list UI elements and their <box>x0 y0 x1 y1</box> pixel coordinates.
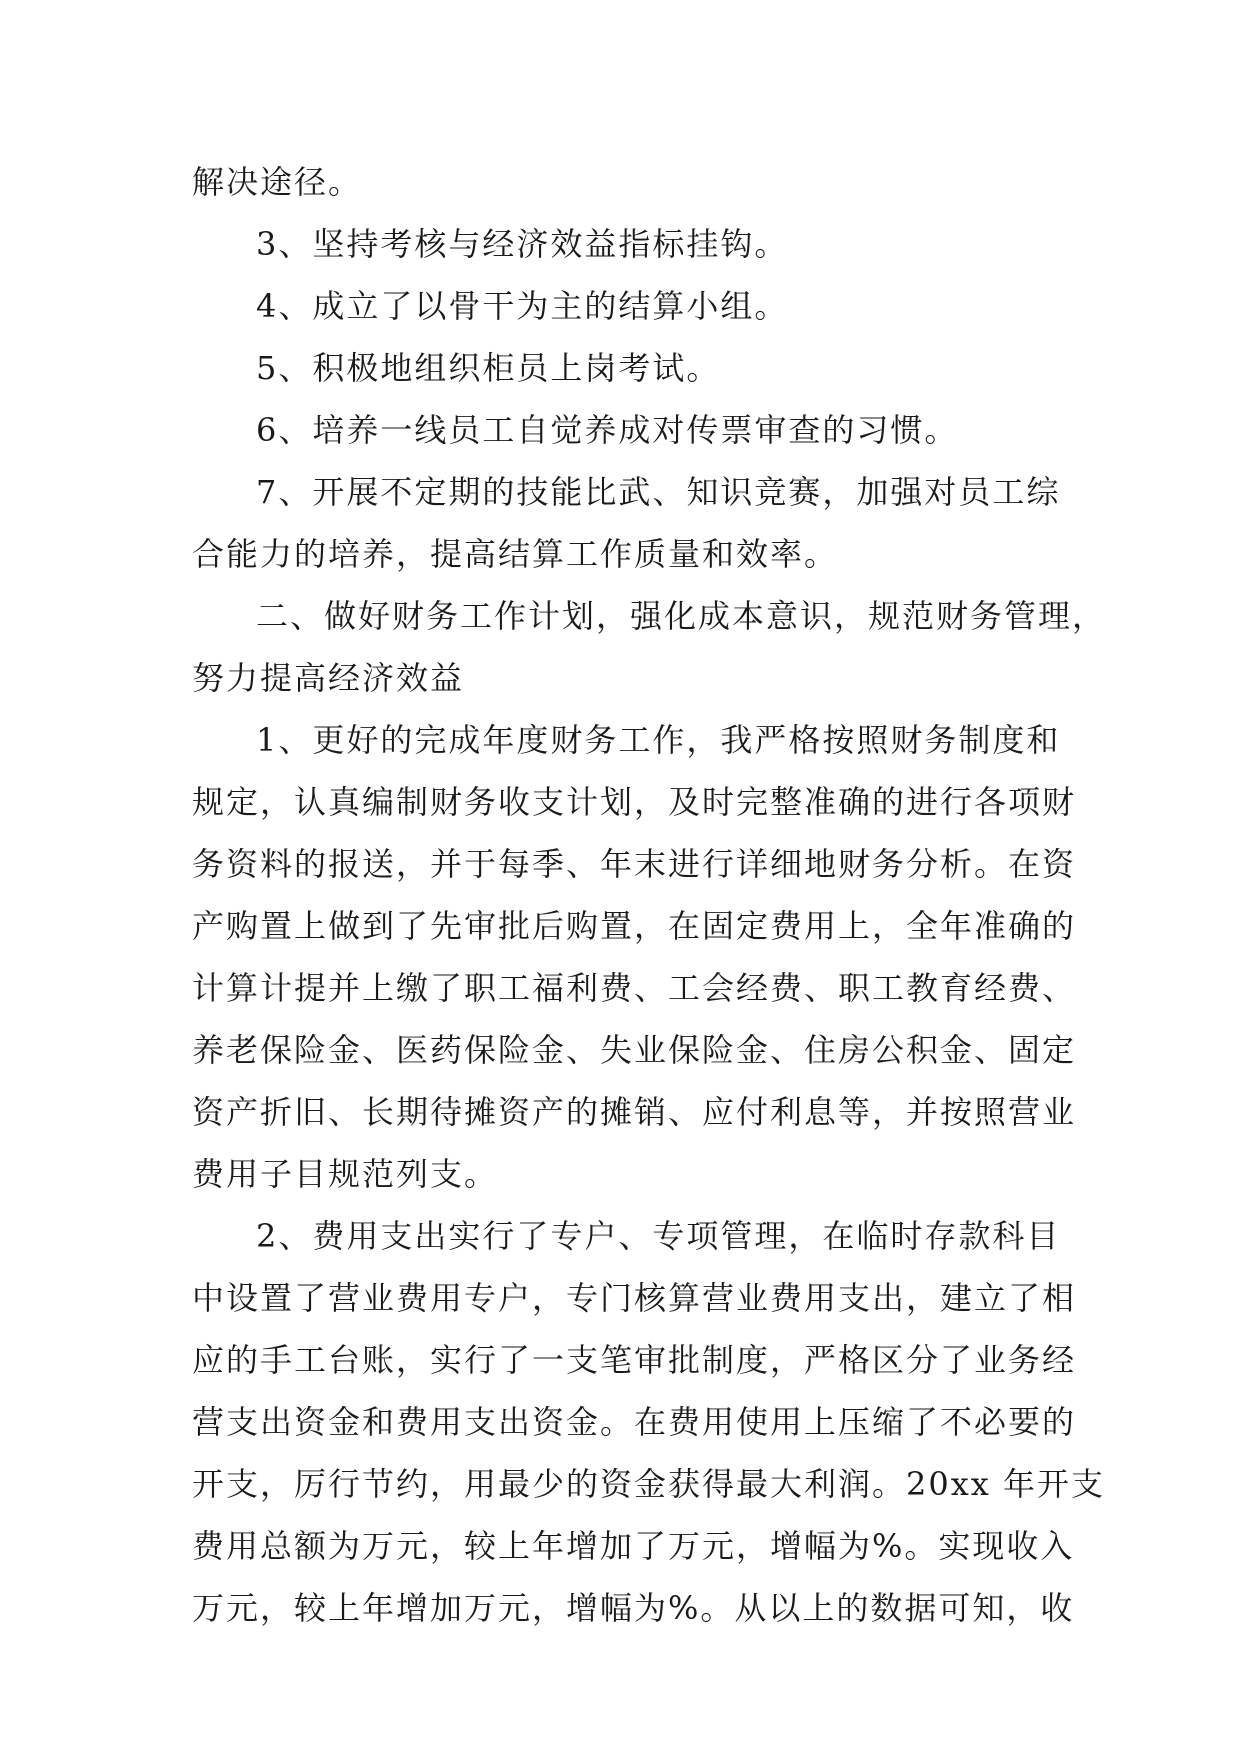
text-line: 应的手工台账，实行了一支笔审批制度，严格区分了业务经 <box>192 1341 1077 1379</box>
list-item-7: 7、开展不定期的技能比武、知识竞赛，加强对员工综 <box>256 473 1061 511</box>
text-line: 费用子目规范列支。 <box>192 1155 499 1193</box>
list-item-3: 3、坚持考核与经济效益指标挂钩。 <box>256 225 789 263</box>
text-line: 万元，较上年增加万元，增幅为%。从以上的数据可知，收 <box>192 1589 1075 1627</box>
text-line: 费用总额为万元，较上年增加了万元，增幅为%。实现收入 <box>192 1527 1075 1565</box>
text-line: 中设置了营业费用专户，专门核算营业费用支出，建立了相 <box>192 1279 1077 1317</box>
text-line: 营支出资金和费用支出资金。在费用使用上压缩了不必要的 <box>192 1403 1077 1441</box>
text-line: 养老保险金、医药保险金、失业保险金、住房公积金、固定 <box>192 1031 1077 1069</box>
text-line: 资产折旧、长期待摊资产的摊销、应付利息等，并按照营业 <box>192 1093 1077 1131</box>
text-line: 务资料的报送，并于每季、年末进行详细地财务分析。在资 <box>192 845 1077 883</box>
text-line: 解决途径。 <box>192 163 363 201</box>
text-line: 合能力的培养，提高结算工作质量和效率。 <box>192 535 839 573</box>
text-line: 产购置上做到了先审批后购置，在固定费用上，全年准确的 <box>192 907 1077 945</box>
list-item-4: 4、成立了以骨干为主的结算小组。 <box>256 287 789 325</box>
text-line: 开支，厉行节约，用最少的资金获得最大利润。20xx 年开支 <box>192 1465 1105 1503</box>
paragraph-2-start: 2、费用支出实行了专户、专项管理，在临时存款科目 <box>256 1217 1061 1255</box>
text-line: 计算计提并上缴了职工福利费、工会经费、职工教育经费、 <box>192 969 1077 1007</box>
list-item-6: 6、培养一线员工自觉养成对传票审查的习惯。 <box>256 411 959 449</box>
section-heading: 二、做好财务工作计划，强化成本意识，规范财务管理， <box>256 597 1107 635</box>
text-line: 规定，认真编制财务收支计划，及时完整准确的进行各项财 <box>192 783 1077 821</box>
list-item-5: 5、积极地组织柜员上岗考试。 <box>256 349 721 387</box>
paragraph-1-start: 1、更好的完成年度财务工作，我严格按照财务制度和 <box>256 721 1061 759</box>
section-heading-continued: 努力提高经济效益 <box>192 659 465 697</box>
